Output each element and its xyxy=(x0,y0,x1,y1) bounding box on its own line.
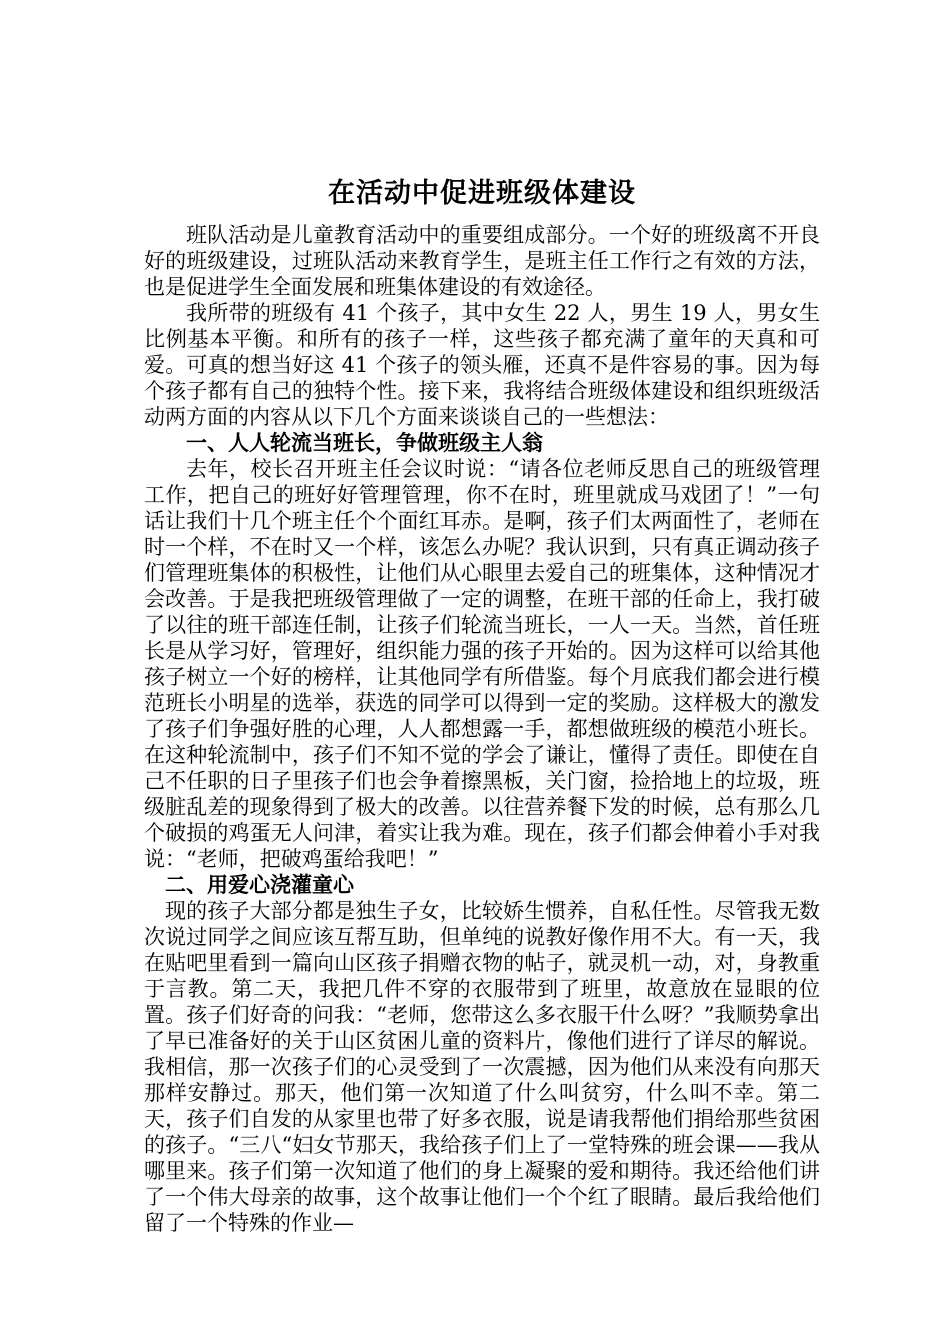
body-paragraph-intro: 班队活动是儿童教育活动中的重要组成部分。一个好的班级离不开良好的班级建设，过班队活动来教育学生，是班主任工作行之有效的方法，也是促进学生全面发展和班集体建设的有效途径。 xyxy=(144,223,820,299)
document-title: 在活动中促进班级体建设 xyxy=(328,178,636,209)
section-heading-1: 一、人人轮流当班长，争做班级主人翁 xyxy=(186,430,543,455)
document-page xyxy=(144,176,820,1236)
body-paragraph-class-info: 我所带的班级有 41 个孩子，其中女生 22 人，男生 19 人，男女生比例基本平衡。和所有的孩子一样，这些孩子都充满了童年的天真和可爱。可真的想当好这 41 个孩子的领头雁，还真不是件容易的事。因为每个孩子都有自己的独特个性。接下来，我将结合班级体建设和组织班级活动两方面的内容从以下几个方面来谈谈自己的一些想法： xyxy=(144,301,820,429)
section-2-paragraph: 现的孩子大部分都是独生子女，比较娇生惯养，自私任性。尽管我无数次说过同学之间应该互帮互助，但单纯的说教好像作用不大。有一天，我在贴吧里看到一篇向山区孩子捐赠衣物的帖子，就灵机一动，对，身教重于言教。第二天，我把几件不穿的衣服带到了班里，故意放在显眼的位置。孩子们好奇的问我：“老师，您带这么多衣服干什么呀？”我顺势拿出了早已准备好的关于山区贫困儿童的资料片，像他们进行了详尽的解说。我相信，那一次孩子们的心灵受到了一次震撼，因为他们从来没有向那天那样安静过。那天，他们第一次知道了什么叫贫穷，什么叫不幸。第二天，孩子们自发的从家里也带了好多衣服，说是请我帮他们捐给那些贫困的孩子。“三八“妇女节那天，我给孩子们上了一堂特殊的班会课——我从哪里来。孩子们第一次知道了他们的身上凝聚的爱和期待。我还给他们讲了一个伟大母亲的故事，这个故事让他们一个个红了眼睛。最后我给他们留了一个特殊的作业— xyxy=(144,899,820,1235)
section-heading-2: 二、用爱心浇灌童心 xyxy=(165,872,354,897)
section-1-paragraph: 去年，校长召开班主任会议时说：“请各位老师反思自己的班级管理工作，把自己的班好好管理管理，你不在时，班里就成马戏团了！”一句话让我们十几个班主任个个面红耳赤。是啊，孩子们太两面性了，老师在时一个样，不在时又一个样，该怎么办呢？我认识到，只有真正调动孩子们管理班集体的积极性，让他们从心眼里去爱自己的班集体，这种情况才会改善。于是我把班级管理做了一定的调整，在班干部的任命上，我打破了以往的班干部连任制，让孩子们轮流当班长，一人一天。当然，首任班长是从学习好，管理好，组织能力强的孩子开始的。因为这样可以给其他孩子树立一个好的榜样，让其他同学有所借鉴。每个月底我们都会进行模范班长小明星的选举，获选的同学可以得到一定的奖励。这样极大的激发了孩子们争强好胜的心理，人人都想露一手，都想做班级的模范小班长。在这种轮流制中，孩子们不知不觉的学会了谦让，懂得了责任。即使在自己不任职的日子里孩子们也会争着擦黑板，关门窗，捡拾地上的垃圾，班级脏乱差的现象得到了极大的改善。以往营养餐下发的时候，总有那么几个破损的鸡蛋无人问津，着实让我为难。现在，孩子们都会伸着小手对我说：“老师，把破鸡蛋给我吧！” xyxy=(144,457,820,871)
